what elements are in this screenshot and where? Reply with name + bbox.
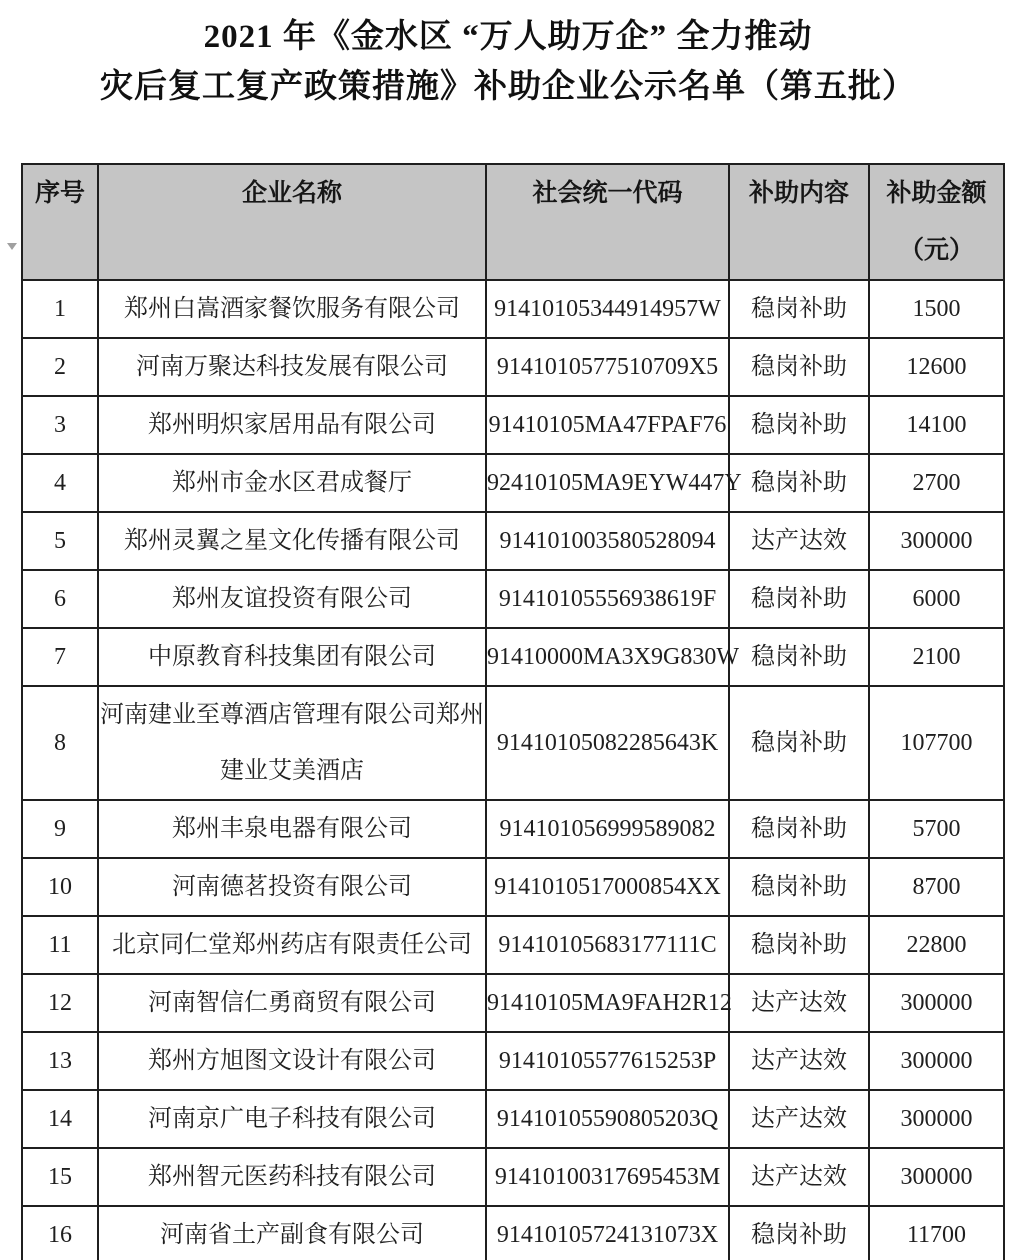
company-code: 91410100317695453M: [486, 1148, 729, 1206]
subsidy-amount: 1500: [869, 280, 1004, 338]
subsidy-amount: 14100: [869, 396, 1004, 454]
company-name: 郑州友谊投资有限公司: [98, 570, 486, 628]
subsidy-amount: 12600: [869, 338, 1004, 396]
subsidy-type: 稳岗补助: [729, 916, 869, 974]
row-number: 10: [22, 858, 98, 916]
company-code: 9141010577510709X5: [486, 338, 729, 396]
company-code: 914101003580528094: [486, 512, 729, 570]
table-row: [22, 858, 1004, 916]
subsidy-type: 达产达效: [729, 1032, 869, 1090]
company-name: 郑州方旭图文设计有限公司: [98, 1032, 486, 1090]
chevron-down-icon: [7, 243, 17, 250]
subsidy-type: 达产达效: [729, 974, 869, 1032]
table-row: [22, 338, 1004, 396]
row-number: 11: [22, 916, 98, 974]
row-number: 2: [22, 338, 98, 396]
header-subsidy-content: 补助内容: [729, 164, 869, 280]
company-name: 河南智信仁勇商贸有限公司: [98, 974, 486, 1032]
subsidy-amount: 300000: [869, 512, 1004, 570]
subsidy-amount: 107700: [869, 686, 1004, 800]
row-number: 4: [22, 454, 98, 512]
company-name: 河南德茗投资有限公司: [98, 858, 486, 916]
company-name: 北京同仁堂郑州药店有限责任公司: [98, 916, 486, 974]
company-name: 河南京广电子科技有限公司: [98, 1090, 486, 1148]
row-number: 6: [22, 570, 98, 628]
subsidy-type: 稳岗补助: [729, 454, 869, 512]
row-number: 12: [22, 974, 98, 1032]
company-name: 河南省土产副食有限公司: [98, 1206, 486, 1260]
company-code: 91410105577615253P: [486, 1032, 729, 1090]
company-code: 91410105556938619F: [486, 570, 729, 628]
table-row: [22, 512, 1004, 570]
row-number: 3: [22, 396, 98, 454]
row-number: 5: [22, 512, 98, 570]
header-company-name: 企业名称: [98, 164, 486, 280]
table-row: [22, 1090, 1004, 1148]
subsidy-amount: 6000: [869, 570, 1004, 628]
company-code: 91410105344914957W: [486, 280, 729, 338]
company-code: 914101056999589082: [486, 800, 729, 858]
subsidy-type: 达产达效: [729, 512, 869, 570]
table-row: [22, 628, 1004, 686]
subsidy-amount: 300000: [869, 1090, 1004, 1148]
subsidy-type: 稳岗补助: [729, 686, 869, 800]
company-name: 郑州明炽家居用品有限公司: [98, 396, 486, 454]
subsidy-table: [21, 163, 1005, 1260]
company-code: 91410000MA3X9G830W: [486, 628, 729, 686]
header-subsidy-amount: 补助金额 （元）: [869, 164, 1004, 280]
company-code: 91410105MA47FPAF76: [486, 396, 729, 454]
row-number: 14: [22, 1090, 98, 1148]
table-row: [22, 1206, 1004, 1260]
company-name: 中原教育科技集团有限公司: [98, 628, 486, 686]
company-code: 91410105590805203Q: [486, 1090, 729, 1148]
subsidy-type: 稳岗补助: [729, 280, 869, 338]
row-number: 1: [22, 280, 98, 338]
company-name: 郑州白嵩酒家餐饮服务有限公司: [98, 280, 486, 338]
table-row: [22, 686, 1004, 800]
table-row: [22, 454, 1004, 512]
row-number: 8: [22, 686, 98, 800]
subsidy-type: 稳岗补助: [729, 570, 869, 628]
company-name: 郑州智元医药科技有限公司: [98, 1148, 486, 1206]
company-code: 92410105MA9EYW447Y: [486, 454, 729, 512]
company-code: 91410105MA9FAH2R12: [486, 974, 729, 1032]
table-row: [22, 570, 1004, 628]
page-title-line-1: 2021 年《金水区 “万人助万企” 全力推动: [203, 19, 813, 55]
subsidy-type: 达产达效: [729, 1148, 869, 1206]
subsidy-amount: 300000: [869, 1032, 1004, 1090]
row-number: 13: [22, 1032, 98, 1090]
header-unified-code: 社会统一代码: [486, 164, 729, 280]
row-number: 15: [22, 1148, 98, 1206]
row-number: 7: [22, 628, 98, 686]
table-row: [22, 1148, 1004, 1206]
row-number: 16: [22, 1206, 98, 1260]
table-row: [22, 916, 1004, 974]
page-title-line-2: 灾后复工复产政策措施》补助企业公示名单（第五批）: [100, 69, 916, 105]
subsidy-amount: 2100: [869, 628, 1004, 686]
company-code: 91410105082285643K: [486, 686, 729, 800]
subsidy-amount: 300000: [869, 1148, 1004, 1206]
subsidy-amount: 300000: [869, 974, 1004, 1032]
table-header-row: [22, 164, 1004, 280]
company-name: 河南建业至尊酒店管理有限公司郑州建业艾美酒店: [98, 686, 486, 800]
subsidy-amount: 2700: [869, 454, 1004, 512]
subsidy-type: 稳岗补助: [729, 338, 869, 396]
subsidy-type: 稳岗补助: [729, 1206, 869, 1260]
subsidy-amount: 8700: [869, 858, 1004, 916]
subsidy-amount: 22800: [869, 916, 1004, 974]
table-row: [22, 1032, 1004, 1090]
subsidy-type: 达产达效: [729, 1090, 869, 1148]
header-serial-number: 序号: [22, 164, 98, 280]
subsidy-amount: 11700: [869, 1206, 1004, 1260]
subsidy-type: 稳岗补助: [729, 858, 869, 916]
subsidy-type: 稳岗补助: [729, 396, 869, 454]
subsidy-amount: 5700: [869, 800, 1004, 858]
table-row: [22, 396, 1004, 454]
page-title: [0, 12, 1016, 112]
company-name: 河南万聚达科技发展有限公司: [98, 338, 486, 396]
subsidy-type: 稳岗补助: [729, 628, 869, 686]
table-row: [22, 280, 1004, 338]
company-name: 郑州市金水区君成餐厅: [98, 454, 486, 512]
company-code: 91410105683177111C: [486, 916, 729, 974]
company-name: 郑州灵翼之星文化传播有限公司: [98, 512, 486, 570]
company-code: 91410105724131073X: [486, 1206, 729, 1260]
subsidy-type: 稳岗补助: [729, 800, 869, 858]
row-number: 9: [22, 800, 98, 858]
table-row: [22, 974, 1004, 1032]
table-row: [22, 800, 1004, 858]
company-name: 郑州丰泉电器有限公司: [98, 800, 486, 858]
company-code: 9141010517000854XX: [486, 858, 729, 916]
